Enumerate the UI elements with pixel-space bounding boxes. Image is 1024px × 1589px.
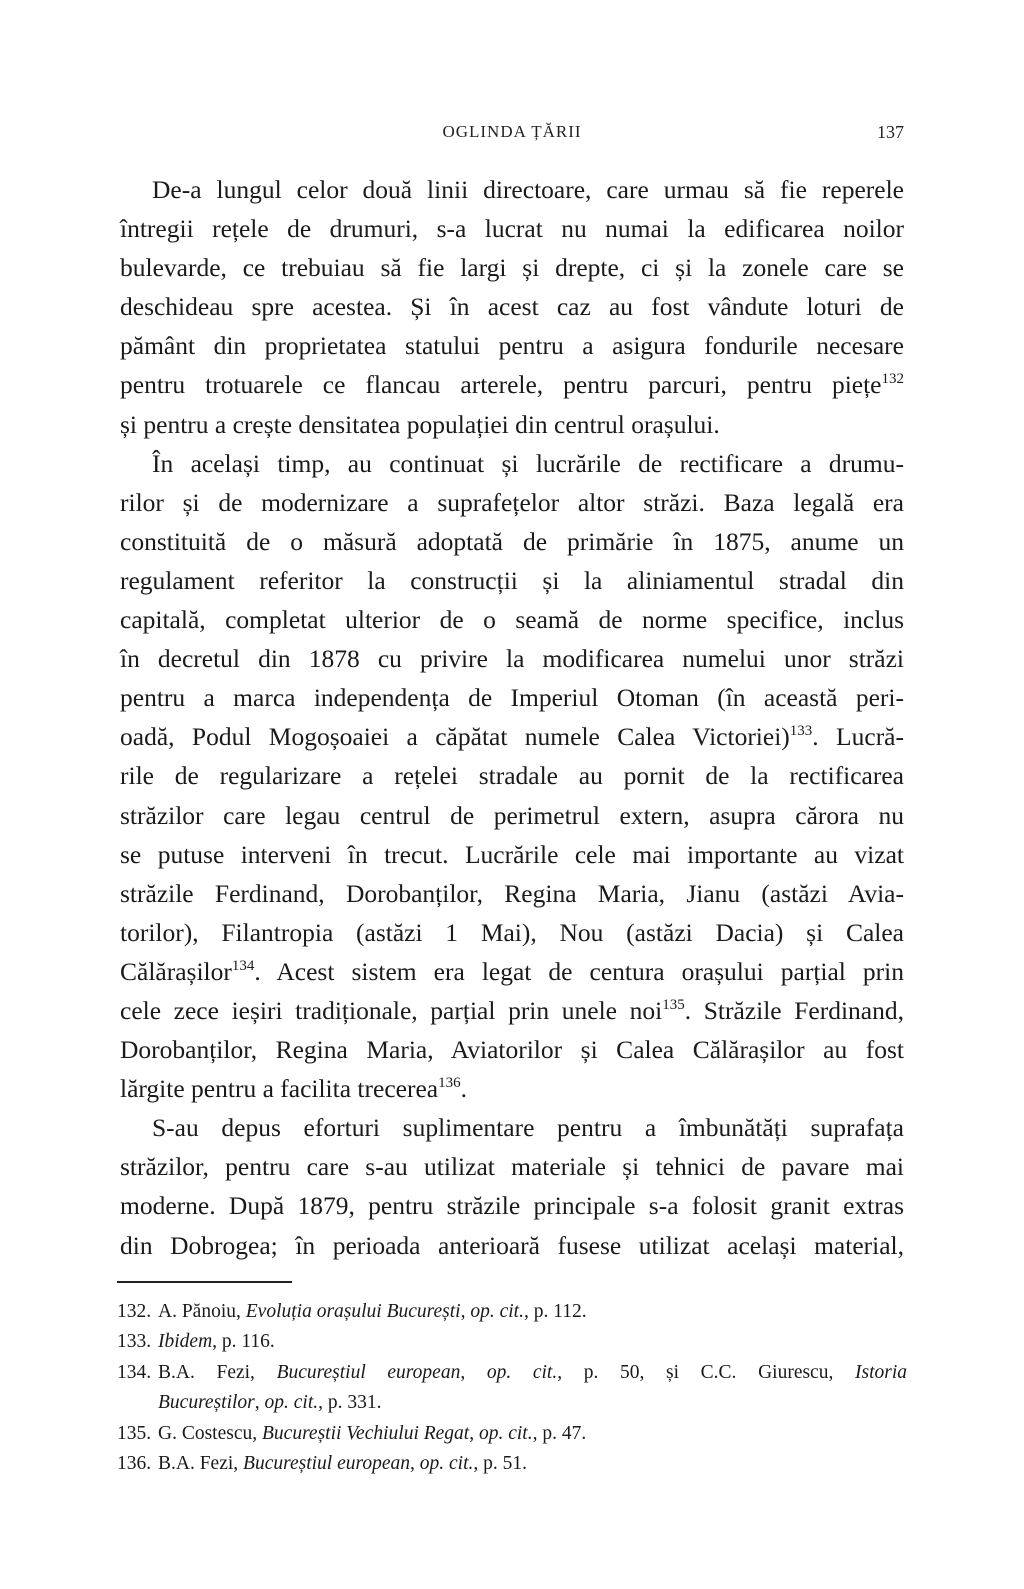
footnote-separator <box>117 1281 292 1283</box>
footnote-number: 133. <box>117 1331 152 1353</box>
footnote-line <box>117 1419 907 1449</box>
footnote-ref[interactable]: 132 <box>881 371 904 388</box>
footnote-ref[interactable]: 134 <box>231 957 255 974</box>
footnote-line: Bucureștilor, op. cit., p. 331. <box>158 1392 382 1414</box>
italic-title: Bucureștiul european <box>243 1452 411 1474</box>
footnote-number: 132. <box>117 1301 152 1322</box>
italic-title: Evoluția orașului București <box>245 1301 461 1322</box>
page-number: 137 <box>877 122 904 142</box>
text-line: în decretul din 1878 cu privire la modificarea numelui unor străzi <box>120 644 904 674</box>
text-line: pământ din proprietatea statului pentru a asigura fondurile necesare <box>120 331 904 361</box>
footnote-item <box>117 1449 907 1479</box>
footnote-text: B.A. Fezi, Bucureștiul european, op. cit., p. 51. <box>158 1452 528 1474</box>
text-line: și pentru a crește densitatea populației din centrul orașului. <box>120 409 720 439</box>
italic-title: op. cit. <box>478 1422 533 1444</box>
footnote-ref[interactable]: 133 <box>789 723 813 740</box>
footnote-item <box>117 1297 907 1327</box>
italic-title: Bucureștii Vechiului Regat <box>262 1422 470 1444</box>
paragraph <box>120 444 904 1109</box>
text-line: străzilor care legau centrul de perimetrul extern, asupra cărora nu <box>120 800 904 830</box>
footnote-text: A. Pănoiu, Evoluția orașului București, op. cit., p. 112. <box>158 1301 587 1322</box>
text-line: Călărașilor$^{134}$. Acest sistem era legat de centura orașului parțial prin <box>120 956 904 986</box>
italic-title: op. cit. <box>264 1392 319 1414</box>
text-line: capitală, completat ulterior de o seamă de norme specifice, inclus <box>120 605 904 635</box>
text-line: rilor și de modernizare a suprafețelor altor străzi. Baza legală era <box>120 487 904 517</box>
paragraph <box>120 1108 904 1264</box>
footnote-number: 136. <box>117 1452 152 1474</box>
text-line: constituită de o măsură adoptată de primărie în 1875, anume un <box>120 526 904 556</box>
text-line: cele zece ieșiri tradiționale, parțial prin unele noi$^{135}$. Străzile Ferdinand, <box>120 995 905 1025</box>
text-line: deschideau spre acestea. Și în acest caz au fost vândute loturi de <box>120 292 904 322</box>
italic-title: Istoria <box>854 1361 907 1383</box>
text-line: oadă, Podul Mogoșoaiei a căpătat numele Calea Victoriei)$^{133}$. Lucră- <box>120 722 904 752</box>
italic-title: Bucureștiul european <box>276 1361 461 1383</box>
text-line: din Dobrogea; în perioada anterioară fusese utilizat același material, <box>120 1230 904 1260</box>
footnote-ref[interactable]: 136 <box>438 1075 461 1092</box>
italic-title: op. cit. <box>419 1452 474 1474</box>
footnote-item <box>117 1419 907 1449</box>
footnote-number: 135. <box>117 1422 152 1444</box>
footnote-ref[interactable]: 135 <box>662 996 685 1013</box>
footnote-item <box>117 1327 907 1357</box>
text-line: moderne. După 1879, pentru străzile principale s-a folosit granit extras <box>120 1191 904 1221</box>
text-line: S-au depus eforturi suplimentare pentru a îmbunătăți suprafața <box>152 1113 904 1143</box>
text-line: Dorobanților, Regina Maria, Aviatorilor și Calea Călărașilor au fost <box>120 1035 904 1065</box>
running-head <box>120 122 904 146</box>
text-line: lărgite pentru a facilita trecerea$^{136}$. <box>120 1074 467 1104</box>
text-line: bulevarde, ce trebuiau să fie largi și drepte, ci și la zonele care se <box>120 253 904 283</box>
text-line: De-a lungul celor două linii directoare, care urmau să fie reperele <box>152 175 904 204</box>
italic-title: op. cit. <box>470 1301 524 1322</box>
text-line: torilor), Filantropia (astăzi 1 Mai), Nou (astăzi Dacia) și Calea <box>120 917 904 947</box>
text-line: regulament referitor la construcții și la aliniamentul stradal din <box>120 565 904 595</box>
footnotes <box>117 1297 907 1479</box>
text-line: străzilor, pentru care s-au utilizat materiale și tehnici de pavare mai <box>120 1152 904 1182</box>
footnote-line <box>117 1449 907 1479</box>
running-title: OGLINDA ȚĂRII <box>442 122 582 141</box>
footnote-number: 134. <box>117 1361 152 1383</box>
italic-title: Ibidem <box>158 1331 213 1353</box>
paragraph <box>120 170 904 444</box>
italic-title: op. cit. <box>486 1361 558 1383</box>
footnote-text: Ibidem, p. 116. <box>158 1331 275 1353</box>
footnote-line <box>117 1297 907 1327</box>
text-line: se putuse interveni în trecut. Lucrările cele mai importante au vizat <box>120 839 904 869</box>
text-line: străzile Ferdinand, Dorobanților, Regina Maria, Jianu (astăzi Avia- <box>120 878 904 908</box>
text-line: pentru a marca independența de Imperiul Otoman (în această peri- <box>120 683 904 713</box>
text-line: pentru trotuarele ce flancau arterele, pentru parcuri, pentru piețe$^{132}$ <box>120 370 904 400</box>
footnote-line <box>117 1327 907 1357</box>
italic-title: Bucureștilor <box>158 1392 255 1414</box>
footnote-text: G. Costescu, Bucureștii Vechiului Regat, op. cit., p. 47. <box>158 1422 587 1444</box>
text-line: În același timp, au continuat și lucrările de rectificare a drumu- <box>152 448 904 478</box>
main-text <box>120 170 904 1265</box>
text-line: întregii rețele de drumuri, s-a lucrat nu numai la edificarea noilor <box>120 214 904 244</box>
footnote-text: B.A. Fezi, Bucureștiul european, op. cit., p. 50, și C.C. Giurescu, Istoria <box>158 1361 907 1383</box>
footnote-item <box>117 1358 907 1419</box>
text-line: rile de regularizare a rețelei stradale au pornit de la rectificarea <box>120 761 904 791</box>
footnote-line <box>117 1358 907 1388</box>
